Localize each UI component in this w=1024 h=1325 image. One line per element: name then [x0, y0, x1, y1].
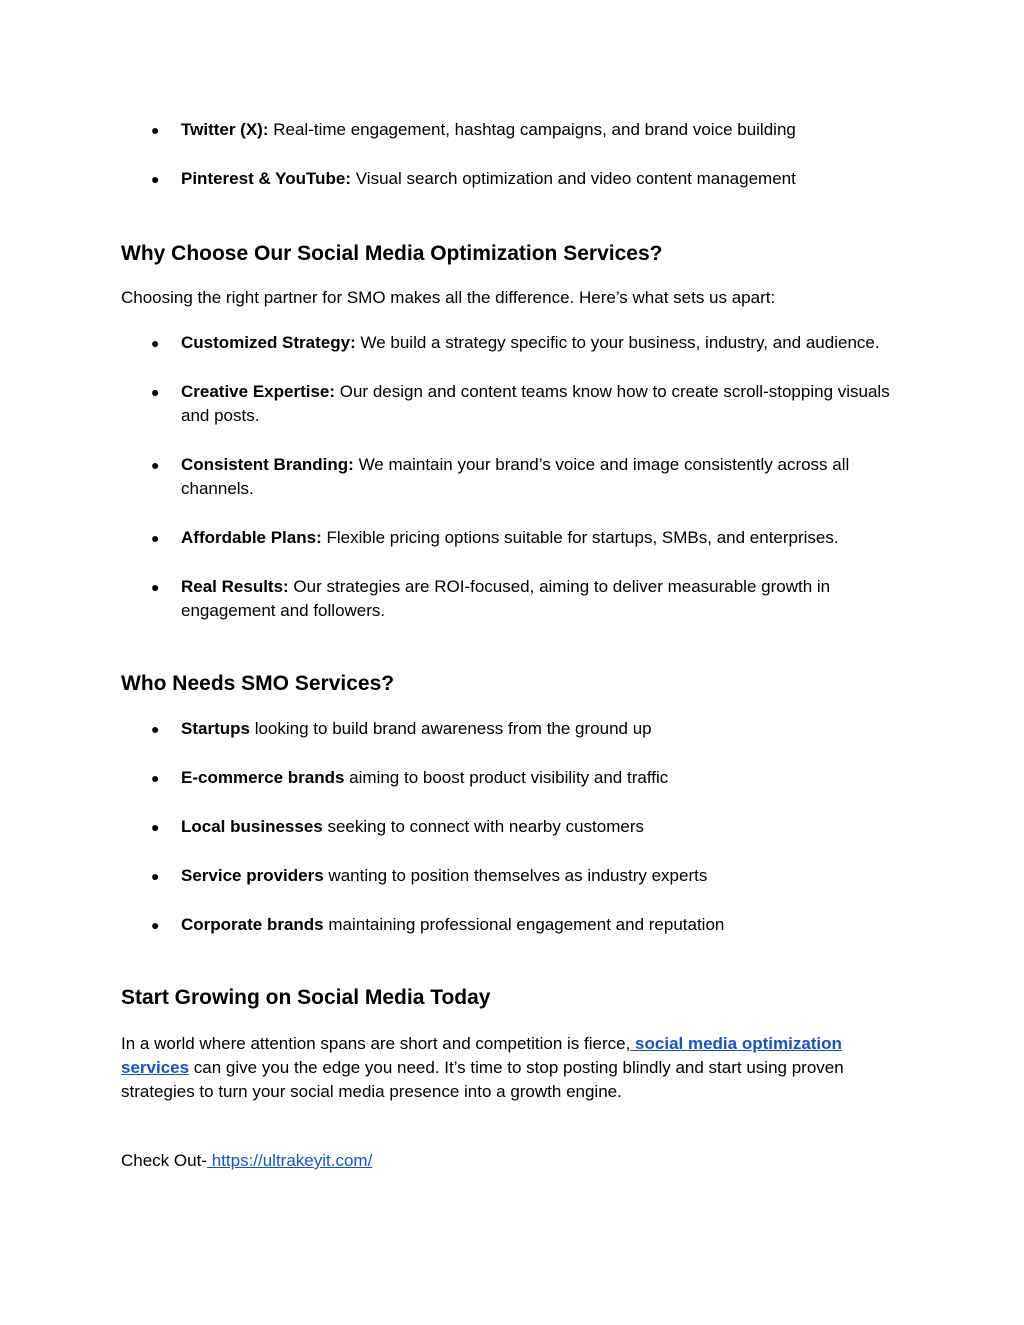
item-text: aiming to boost product visibility and traffic — [344, 768, 669, 787]
bullet-icon: ● — [151, 335, 160, 351]
list-item — [121, 453, 911, 501]
platforms-list — [121, 118, 911, 191]
item-bold-label: Consistent Branding: — [181, 455, 354, 474]
item-bold-label: Local businesses — [181, 817, 323, 836]
bullet-icon: ● — [151, 868, 160, 884]
start-paragraph — [121, 1032, 911, 1104]
item-bold-label: Corporate brands — [181, 915, 324, 934]
bullet-icon: ● — [151, 819, 160, 835]
list-item — [121, 864, 911, 888]
item-text: looking to build brand awareness from the ground up — [249, 719, 652, 738]
list-item — [121, 575, 911, 623]
list-item — [121, 815, 911, 839]
bullet-icon: ● — [151, 579, 160, 595]
item-bold-label: Affordable Plans: — [181, 528, 322, 547]
item-text: Our strategies are ROI-focused, aiming to deliver measurable growth in engagement and followers. — [181, 577, 831, 620]
list-item — [121, 717, 911, 741]
why-list — [121, 331, 911, 623]
list-item — [121, 526, 911, 550]
who-heading: Who Needs SMO Services? — [121, 672, 395, 695]
item-text: seeking to connect with nearby customers — [322, 817, 645, 836]
item-text: Flexible pricing options suitable for startups, SMBs, and enterprises. — [321, 528, 839, 547]
item-bold-label: Service providers — [181, 866, 324, 885]
smo-services-link[interactable]: social media optimization services — [121, 1034, 842, 1077]
list-item — [121, 118, 911, 142]
item-bold-label: Real Results: — [181, 577, 289, 596]
item-bold-label: Customized Strategy: — [181, 333, 356, 352]
bullet-icon: ● — [151, 122, 160, 138]
document-content — [121, 118, 911, 1173]
why-heading: Why Choose Our Social Media Optimization Services? — [121, 242, 663, 265]
website-link[interactable]: https://ultrakeyit.com/ — [206, 1151, 373, 1170]
bullet-icon: ● — [151, 530, 160, 546]
bullet-icon: ● — [151, 917, 160, 933]
item-bold-label: Pinterest & YouTube: — [181, 169, 352, 188]
list-item — [121, 913, 911, 937]
start-heading: Start Growing on Social Media Today — [121, 986, 491, 1009]
start-paragraph-before: In a world where attention spans are short and competition is fierce, — [121, 1034, 631, 1053]
start-paragraph-after: can give you the edge you need. It’s time to stop posting blindly and start using proven strategies to turn your social media presence into a growth engine. — [121, 1058, 844, 1101]
bullet-icon: ● — [151, 721, 160, 737]
bullet-icon: ● — [151, 770, 160, 786]
item-bold-label: Startups — [181, 719, 250, 738]
item-text: We maintain your brand’s voice and image consistently across all channels. — [181, 455, 850, 498]
item-bold-label: E-commerce brands — [181, 768, 345, 787]
item-text: wanting to position themselves as industry experts — [323, 866, 708, 885]
check-out-label: Check Out- — [121, 1151, 207, 1170]
bullet-icon: ● — [151, 171, 160, 187]
why-intro: Choosing the right partner for SMO makes all the difference. Here’s what sets us apart: — [121, 288, 776, 307]
list-item — [121, 766, 911, 790]
item-text: Visual search optimization and video content management — [351, 169, 796, 188]
item-bold-label: Creative Expertise: — [181, 382, 336, 401]
bullet-icon: ● — [151, 384, 160, 400]
who-list — [121, 717, 911, 937]
item-text: Real-time engagement, hashtag campaigns, and brand voice building — [268, 120, 796, 139]
list-item — [121, 167, 911, 191]
check-out-line — [121, 1149, 911, 1173]
item-text: Our design and content teams know how to create scroll-stopping visuals and posts. — [181, 382, 890, 425]
item-bold-label: Twitter (X): — [181, 120, 269, 139]
item-text: We build a strategy specific to your business, industry, and audience. — [355, 333, 880, 352]
item-text: maintaining professional engagement and reputation — [323, 915, 725, 934]
bullet-icon: ● — [151, 457, 160, 473]
list-item — [121, 331, 911, 355]
list-item — [121, 380, 911, 428]
